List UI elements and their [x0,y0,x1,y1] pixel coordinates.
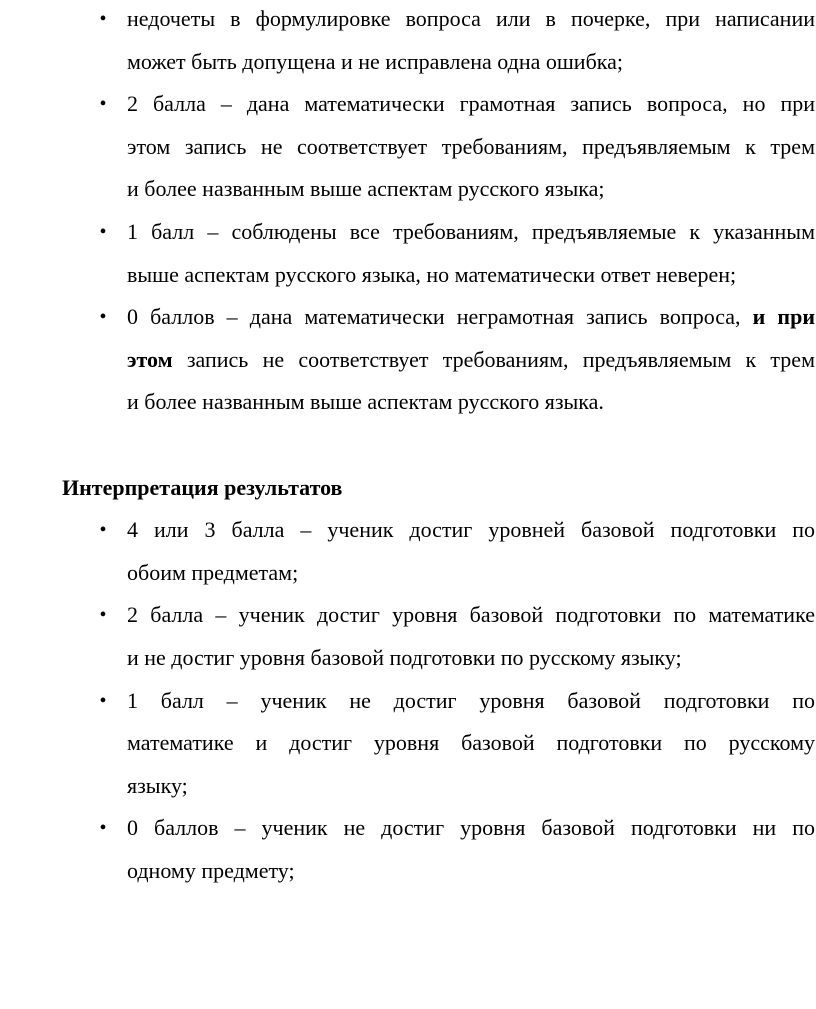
list-item-text: может быть допущена и не исправлена одна ошибка; [127,48,623,74]
list-item-text: и более названным выше аспектам русского языка. [127,389,604,415]
bold-segment: и при [752,304,815,330]
list-item-text: этом запись не соответствует требованиям, предъявляемым к трем [127,133,815,159]
list-item-text: недочеты в формулировке вопроса или в почерке, при написании [127,6,815,31]
criteria-list [0,0,816,424]
list-item-text: 0 баллов – ученик не достиг уровня базовой подготовки ни по [127,815,815,841]
list-item-text: 4 или 3 балла – ученик достиг уровней базовой подготовки по [127,517,815,543]
list-item-text: математике и достиг уровня базовой подготовки по русскому [127,730,815,756]
list-item [0,0,816,83]
bullet-icon: • [99,519,107,542]
list-item-text: 2 балла – ученик достиг уровня базовой подготовки по математике [127,602,815,628]
list-item-text: и не достиг уровня базовой подготовки по русскому языку; [127,644,682,670]
list-item [0,509,816,594]
bold-segment: этом [127,346,173,372]
blank-line [0,424,816,467]
section-heading: Интерпретация результатов [62,474,343,500]
list-item [0,594,816,679]
list-item-text: выше аспектам русского языка, но математически ответ неверен; [127,261,737,287]
bullet-icon: • [99,8,107,30]
list-item-text: 1 балл – ученик не достиг уровня базовой подготовки по [127,687,815,713]
bullet-icon: • [99,689,107,712]
list-item-text: языку; [127,772,188,798]
bullet-icon: • [99,93,107,116]
text-segment: 0 баллов – дана математически неграмотная запись вопроса, [127,304,753,330]
list-item-text [127,339,815,382]
list-item-text: 2 балла – дана математически грамотная запись вопроса, но при [127,91,815,117]
interpretation-list [0,509,816,892]
bullet-icon: • [99,306,107,329]
list-item [0,296,816,424]
bullet-icon: • [99,817,107,840]
list-item [0,680,816,808]
list-item-text: одному предмету; [127,857,295,883]
list-item [0,807,816,892]
list-item [0,83,816,211]
bullet-icon: • [99,220,107,243]
list-item-text: и более названным выше аспектам русского языка; [127,176,605,202]
list-item-text: 1 балл – соблюдены все требованиям, предъявляемые к указанным [127,218,815,244]
list-item-text: обоим предметам; [127,559,299,585]
list-item-text [127,296,815,339]
list-item [0,211,816,296]
bullet-icon: • [99,604,107,627]
text-segment: запись не соответствует требованиям, предъявляемым к трем [172,346,815,372]
